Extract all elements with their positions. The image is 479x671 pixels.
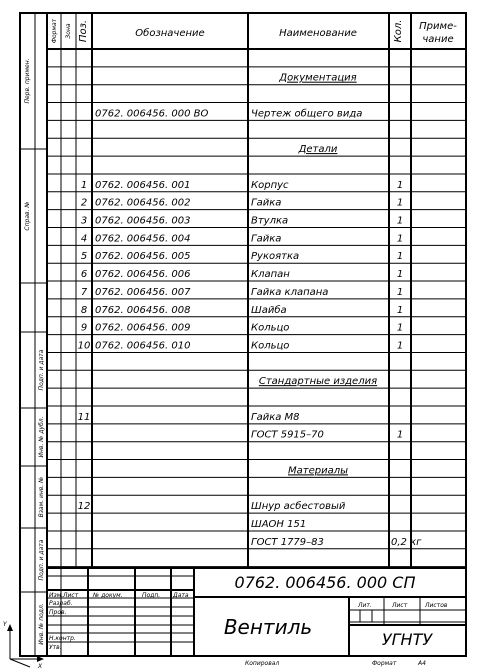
col-primechanie-2: чание <box>422 34 454 45</box>
section-heading: Документация <box>279 72 357 84</box>
cell-poz: 9 <box>80 322 88 334</box>
cell-naimenovanie: Гайка <box>251 197 282 209</box>
footer-format-label: Формат <box>372 660 397 667</box>
cell-poz: 2 <box>80 197 88 209</box>
cell-naimenovanie: Рукоятка <box>251 251 300 263</box>
label-lit: Лит. <box>358 602 372 609</box>
cell-naimenovanie: Втулка <box>251 215 289 227</box>
side-label-perv-primen: Перв. примен. <box>24 58 31 104</box>
cell-oboznachenie: 0762. 006456. 001 <box>95 179 191 191</box>
cell-kol: 1 <box>396 179 404 191</box>
cell-oboznachenie: 0762. 006456. 005 <box>95 251 191 263</box>
col-poz: Поз. <box>78 19 89 43</box>
cell-poz: 11 <box>77 411 91 423</box>
cell-naimenovanie: Кольцо <box>251 340 290 352</box>
cell-poz: 10 <box>77 340 91 352</box>
cell-kol: 1 <box>396 251 404 263</box>
col-kol: Кол. <box>393 19 404 43</box>
side-label-vzam-inv: Взам. инв. № <box>38 476 45 518</box>
cell-naimenovanie: Гайка клапана <box>251 286 329 298</box>
col-format: Формат <box>51 18 58 44</box>
table-body <box>78 73 422 548</box>
cell-kol: 1 <box>396 304 404 316</box>
cell-naimenovanie: Корпус <box>251 179 289 191</box>
cell-naimenovanie: Шайба <box>251 304 287 316</box>
section-heading: Стандартные изделия <box>258 376 378 388</box>
cell-oboznachenie: 0762. 006456. 009 <box>95 322 191 334</box>
cell-oboznachenie: 0762. 006456. 008 <box>95 304 191 316</box>
footer-format-value: А4 <box>418 660 426 667</box>
side-label-sprav: Справ. № <box>24 201 31 231</box>
cell-kol: 1 <box>396 322 404 334</box>
col-naimenovanie: Наименование <box>279 28 357 39</box>
cell-poz: 1 <box>80 179 88 191</box>
section-heading: Материалы <box>288 465 348 477</box>
cell-naimenovanie: ГОСТ 1779–83 <box>251 536 324 548</box>
label-no-dokum: № докум. <box>93 592 123 599</box>
cell-poz: 8 <box>80 304 88 316</box>
cell-oboznachenie: 0762. 006456. 010 <box>95 340 191 352</box>
cell-oboznachenie: 0762. 006456. 004 <box>95 233 191 245</box>
label-prov: Пров. <box>49 609 67 616</box>
label-list2: Лист <box>392 602 408 609</box>
cell-naimenovanie: Гайка <box>251 233 282 245</box>
cell-kol: 1 <box>396 429 404 441</box>
cell-poz: 3 <box>80 215 88 227</box>
cell-oboznachenie: 0762. 006456. 000 ВО <box>95 108 209 120</box>
cell-naimenovanie: Гайка М8 <box>251 411 300 423</box>
cell-kol: 1 <box>396 286 404 298</box>
cell-naimenovanie: Чертеж общего вида <box>251 108 363 120</box>
cell-naimenovanie: ШАОН 151 <box>251 518 307 530</box>
side-label-podp-data: Подп. и дата <box>38 349 45 391</box>
cell-kol: 0,2 кг <box>391 536 422 548</box>
cell-oboznachenie: 0762. 006456. 003 <box>95 215 191 227</box>
label-list: Лист <box>63 592 79 599</box>
cell-naimenovanie: Кольцо <box>251 322 290 334</box>
doc-code: 0762. 006456. 000 СП <box>234 573 416 592</box>
product-name: Вентиль <box>223 615 313 639</box>
axis-x-label: X <box>38 663 43 670</box>
col-zona: Зона <box>65 23 72 39</box>
label-izm: Изм. <box>49 592 64 599</box>
cell-kol: 1 <box>396 233 404 245</box>
axis-y-label: Y <box>3 621 7 628</box>
label-razrab: Разраб. <box>49 600 73 607</box>
cell-kol: 1 <box>396 269 404 281</box>
cell-poz: 7 <box>80 286 88 298</box>
label-n-kontr: Н.контр. <box>49 635 76 642</box>
side-label-podp-data-2: Подп. и дата <box>38 539 45 581</box>
cell-kol: 1 <box>396 197 404 209</box>
label-listov: Листов <box>425 602 448 609</box>
cell-naimenovanie: Клапан <box>251 269 290 281</box>
organization: УГНТУ <box>381 630 433 649</box>
footer-kopiroval: Копировал <box>245 660 280 667</box>
cell-oboznachenie: 0762. 006456. 002 <box>95 197 191 209</box>
label-podp: Подп. <box>142 592 161 599</box>
label-utv: Утв. <box>49 644 62 651</box>
col-primechanie-1: Приме- <box>419 21 457 32</box>
side-label-inv-dubl: Инв. № дубл. <box>38 416 45 458</box>
cell-poz: 6 <box>80 269 88 281</box>
label-data: Дата <box>173 592 189 599</box>
section-heading: Детали <box>298 144 338 156</box>
cell-oboznachenie: 0762. 006456. 006 <box>95 269 191 281</box>
cell-naimenovanie: ГОСТ 5915–70 <box>251 429 324 441</box>
cell-poz: 4 <box>80 233 88 245</box>
row-lines <box>47 67 466 567</box>
signature-grid <box>47 568 194 656</box>
cell-oboznachenie: 0762. 006456. 007 <box>95 286 191 298</box>
cell-poz: 12 <box>77 501 91 513</box>
cell-naimenovanie: Шнур асбестовый <box>251 501 346 513</box>
cell-poz: 5 <box>80 251 88 263</box>
col-oboznachenie: Обозначение <box>135 28 205 39</box>
cell-kol: 1 <box>396 215 404 227</box>
side-label-inv-podl: Инв. № подл. <box>38 603 45 645</box>
cell-kol: 1 <box>396 340 404 352</box>
